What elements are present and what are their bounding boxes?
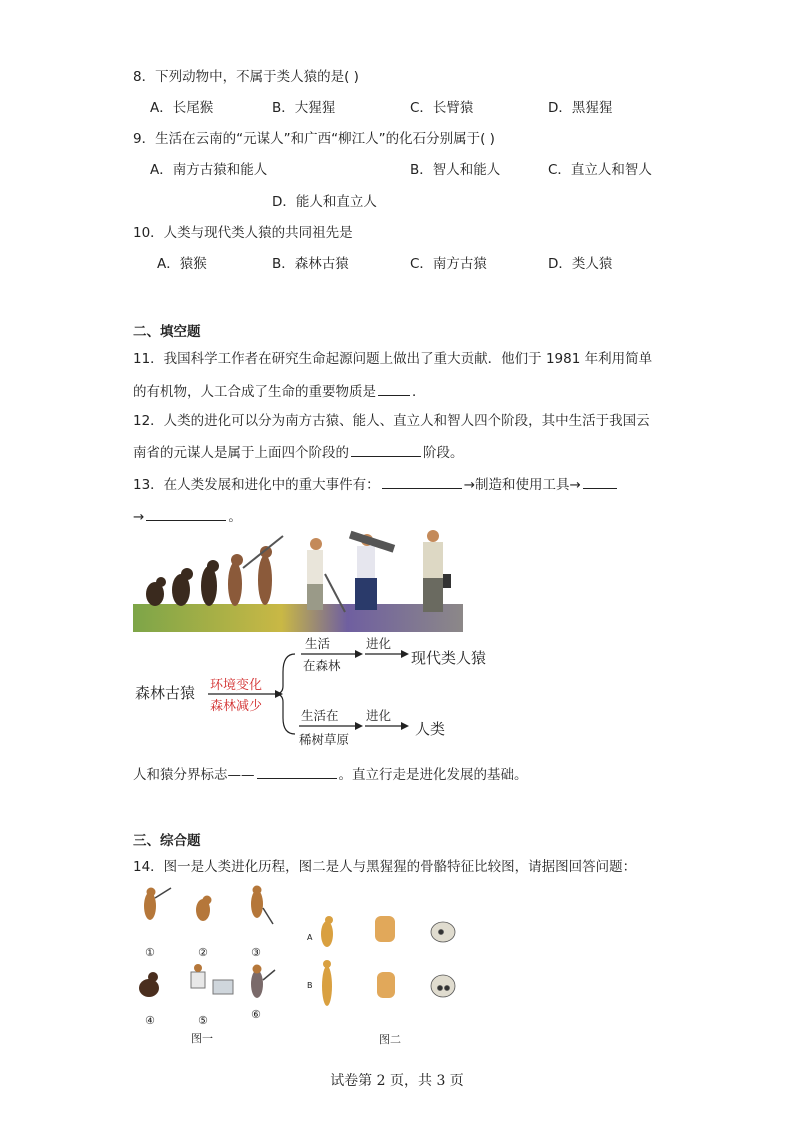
figure-2-skeleton-comparison bbox=[303, 900, 483, 1050]
evolution-flow-diagram bbox=[133, 634, 503, 750]
diagram-bottom-result: 人类 bbox=[415, 720, 446, 738]
question-9-option-d[interactable]: D．能人和直立人 bbox=[272, 194, 377, 210]
diagram-bottom-label-1: 生活在 bbox=[301, 708, 339, 723]
figure-1-number-6: ⑥ bbox=[251, 1008, 261, 1021]
question-13-boundary-tail: 。直立行走是进化发展的基础。 bbox=[338, 767, 528, 783]
answer-blank[interactable] bbox=[583, 474, 617, 489]
figure-1-evolution-stages bbox=[133, 884, 283, 1049]
question-10-option-c[interactable]: C．南方古猿 bbox=[410, 256, 487, 272]
figure-1-number-5: ⑤ bbox=[198, 1014, 208, 1027]
question-10-option-a[interactable]: A．猿猴 bbox=[157, 256, 207, 272]
answer-blank[interactable] bbox=[378, 381, 410, 396]
diagram-arrowhead bbox=[401, 722, 409, 730]
question-10-option-b[interactable]: B．森林古猿 bbox=[272, 256, 349, 272]
diagram-cause-2: 森林减少 bbox=[210, 699, 263, 714]
section-fill-in-heading: 二、填空题 bbox=[133, 324, 201, 340]
question-13-text: 13．在人类发展和进化中的重大事件有： bbox=[133, 477, 380, 493]
question-11-tail: ． bbox=[412, 384, 426, 400]
question-8-option-a[interactable]: A．长尾猴 bbox=[150, 100, 214, 116]
diagram-top-evolve: 进化 bbox=[366, 636, 392, 651]
diagram-top-label-2: 在森林 bbox=[303, 658, 341, 673]
diagram-arrowhead bbox=[355, 650, 363, 658]
question-11-line2 bbox=[133, 381, 426, 401]
question-13-line1 bbox=[133, 474, 619, 494]
figure-1-number-2: ② bbox=[198, 946, 208, 959]
diagram-arrowhead bbox=[355, 722, 363, 730]
question-8-option-c[interactable]: C．长臂猿 bbox=[410, 100, 474, 116]
diagram-bottom-label-2: 稀树草原 bbox=[299, 732, 350, 747]
answer-blank[interactable] bbox=[257, 764, 337, 779]
diagram-cause-1: 环境变化 bbox=[210, 678, 263, 693]
question-11-line1: 11．我国科学工作者在研究生命起源问题上做出了重大贡献．他们于 1981 年利用简单 bbox=[133, 351, 653, 367]
human-skeleton bbox=[322, 960, 332, 1006]
question-13-boundary-text: 人和猿分界标志—— bbox=[133, 767, 255, 783]
figure-1-caption: 图一 bbox=[191, 1032, 213, 1045]
figure-2-row-label-a: A bbox=[307, 933, 313, 942]
human-hand bbox=[377, 972, 395, 998]
stage-5-figure bbox=[191, 972, 205, 988]
question-13-period: 。 bbox=[228, 509, 242, 525]
answer-blank[interactable] bbox=[146, 506, 226, 521]
question-14-stem: 14．图一是人类进化历程，图二是人与黑猩猩的骨骼特征比较图，请据图回答问题： bbox=[133, 859, 637, 875]
stage-4-figure bbox=[139, 979, 159, 997]
answer-blank[interactable] bbox=[351, 442, 421, 457]
figure-1-number-1: ① bbox=[145, 946, 155, 959]
question-10-option-d[interactable]: D．类人猿 bbox=[548, 256, 613, 272]
stage-6-figure bbox=[251, 970, 263, 998]
question-9-option-a[interactable]: A．南方古猿和能人 bbox=[150, 162, 268, 178]
chimpanzee-skull bbox=[431, 922, 455, 942]
chimpanzee-skeleton bbox=[321, 916, 333, 947]
diagram-top-label-1: 生活 bbox=[305, 636, 331, 651]
question-10-stem: 10．人类与现代类人猿的共同祖先是 bbox=[133, 225, 353, 241]
figure-1-number-3: ③ bbox=[251, 946, 261, 959]
diagram-bottom-evolve: 进化 bbox=[366, 708, 392, 723]
diagram-arrowhead bbox=[401, 650, 409, 658]
answer-blank[interactable] bbox=[382, 474, 462, 489]
diagram-brace bbox=[275, 654, 295, 734]
question-13-mid: →制造和使用工具→ bbox=[463, 477, 581, 493]
question-9-option-b[interactable]: B．智人和能人 bbox=[410, 162, 501, 178]
human-evolution-illustration bbox=[133, 528, 463, 634]
question-12-tail: 阶段。 bbox=[423, 445, 464, 461]
figure-2-row-label-b: B bbox=[307, 981, 313, 990]
page-footer: 试卷第 2 页，共 3 页 bbox=[330, 1073, 464, 1089]
diagram-top-result: 现代类人猿 bbox=[411, 649, 487, 667]
question-9-option-c[interactable]: C．直立人和智人 bbox=[548, 162, 652, 178]
human-skull bbox=[431, 975, 455, 997]
question-12-line1: 12．人类的进化可以分为南方古猿、能人、直立人和智人四个阶段，其中生活于我国云 bbox=[133, 413, 650, 429]
question-9-stem: 9．生活在云南的“元谋人”和广西“柳江人”的化石分别属于( ) bbox=[133, 131, 495, 147]
question-12-line2 bbox=[133, 442, 464, 462]
question-8-option-b[interactable]: B．大猩猩 bbox=[272, 100, 336, 116]
chimpanzee-hand bbox=[375, 916, 395, 942]
diagram-origin: 森林古猿 bbox=[135, 684, 196, 702]
section-comprehensive-heading: 三、综合题 bbox=[133, 833, 201, 849]
question-13-line3 bbox=[133, 764, 528, 784]
question-13-arrow: → bbox=[133, 509, 145, 525]
figure-2-caption: 图二 bbox=[379, 1033, 401, 1046]
question-11-text: 的有机物，人工合成了生命的重要物质是 bbox=[133, 384, 376, 400]
question-12-text: 南省的元谋人是属于上面四个阶段的 bbox=[133, 445, 349, 461]
question-8-stem: 8．下列动物中，不属于类人猿的是( ) bbox=[133, 69, 359, 85]
question-13-line2 bbox=[133, 506, 242, 526]
question-8-option-d[interactable]: D．黑猩猩 bbox=[548, 100, 613, 116]
figure-1-number-4: ④ bbox=[145, 1014, 155, 1027]
